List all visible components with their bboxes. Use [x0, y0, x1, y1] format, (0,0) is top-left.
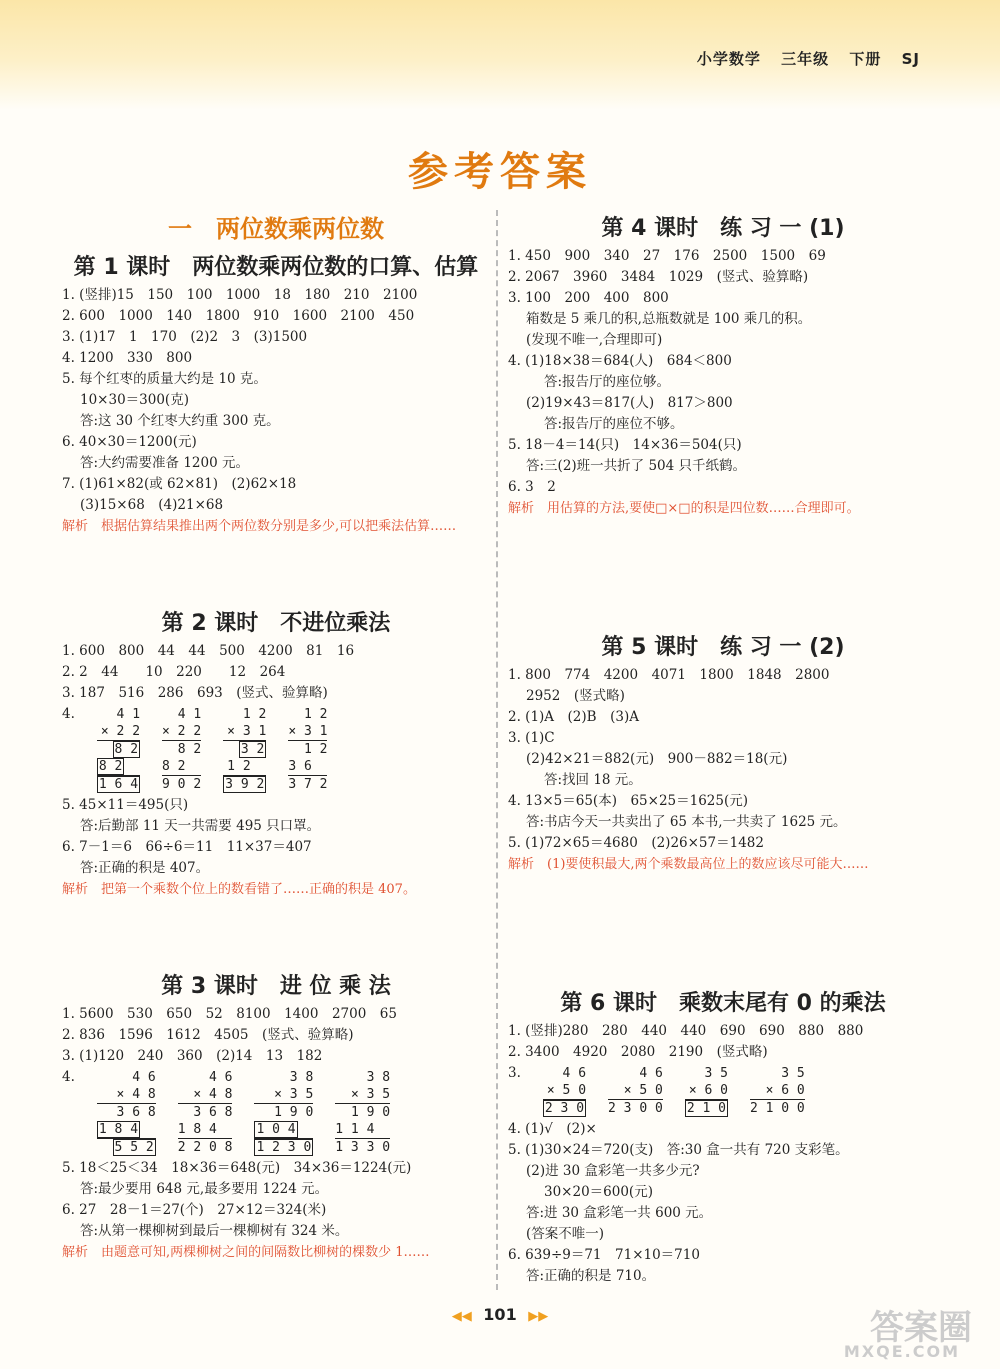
vertical-calc: 3 8 × 3 5 1 9 0 1 1 4 1 3 3 0 — [335, 1070, 391, 1155]
lesson-6-title: 第 6 课时 乘数末尾有 0 的乘法 — [560, 991, 886, 1016]
vertical-calc: 3 5 × 6 0 2 1 0 0 — [749, 1066, 805, 1116]
vertical-calc: 1 2 × 3 1 3 2 1 2 3 9 2 — [225, 707, 267, 792]
answer-line: 6. 27 28－1＝27(个) 27×12＝324(米) — [62, 1202, 327, 1218]
vertical-calc-group — [62, 704, 490, 795]
answer-line: 5. 18－4＝14(只) 14×36＝504(只) — [508, 437, 742, 453]
answer-line: (2)进 30 盒彩笔一共多少元? — [526, 1163, 700, 1179]
answer-line: 3. (1)17 1 170 (2)2 3 (3)1500 — [62, 329, 308, 345]
answer-line: (2)42×21＝882(元) 900－882＝18(元) — [526, 751, 788, 767]
answer-line: 2. 836 1596 1612 4505 (竖式、验算略) — [62, 1027, 354, 1043]
answer-line: 答:从第一棵柳树到最后一棵柳树有 324 米。 — [80, 1223, 349, 1239]
watermark-url: MXQE.COM — [843, 1342, 960, 1361]
prev-arrow-icon: ◀◀ — [451, 1309, 472, 1324]
chapter-title: 一 两位数乘两位数 — [168, 215, 384, 243]
answer-line: 1. (竖排)280 280 440 440 690 690 880 880 — [508, 1023, 864, 1039]
lesson-4-title: 第 4 课时 练 习 一 (1) — [601, 216, 845, 241]
answer-line: 1. (竖排)15 150 100 1000 18 180 210 2100 — [62, 287, 418, 303]
answer-line: 7. (1)61×82(或 62×81) (2)62×18 — [62, 476, 297, 492]
answer-line: 4. (1)√ (2)× — [508, 1121, 597, 1137]
grade: 三年级 — [781, 50, 830, 68]
answer-line: 4. 1200 330 800 — [62, 350, 193, 366]
answer-line: 答:报告厅的座位不够。 — [544, 416, 684, 432]
answer-line: (发现不唯一,合理即可) — [526, 332, 663, 348]
analysis-note: 解析 由题意可知,两棵柳树之间的间隔数比柳树的棵数少 1…… — [62, 1245, 430, 1260]
answer-line: 4. 13×5＝65(本) 65×25＝1625(元) — [508, 793, 749, 809]
vertical-calc: 3 8 × 3 5 1 9 0 1 0 4 1 2 3 0 — [256, 1070, 314, 1155]
page-number-text: 101 — [483, 1305, 517, 1324]
vertical-calc-group — [508, 1063, 938, 1119]
answer-line: 3. (1)C — [508, 730, 555, 746]
watermark-logo: 答案圈 — [870, 1308, 972, 1348]
page-header — [0, 0, 1000, 110]
right-column — [508, 205, 938, 1287]
answer-line: 5. (1)72×65＝4680 (2)26×57＝1482 — [508, 835, 764, 851]
vertical-calc-group — [62, 1067, 490, 1158]
answer-line: 2. 2 44 10 220 12 264 — [62, 664, 286, 680]
volume: 下册 — [849, 50, 882, 68]
answer-line: 5. (1)30×24＝720(支) 答:30 盒一共有 720 支彩笔。 — [508, 1142, 849, 1158]
vertical-calc: 4 6 × 5 0 2 3 0 — [544, 1066, 587, 1116]
answer-line: 10×30＝300(克) — [80, 392, 189, 408]
vertical-calc: 4 1 × 2 2 8 2 8 2 1 6 4 — [98, 707, 141, 792]
answer-line: 2. (1)A (2)B (3)A — [508, 709, 639, 725]
edition: SJ — [901, 50, 920, 68]
lesson-5-title: 第 5 课时 练 习 一 (2) — [601, 635, 845, 660]
answer-line: (答案不唯一) — [526, 1226, 605, 1242]
lesson-1-title: 第 1 课时 两位数乘两位数的口算、估算 — [73, 255, 479, 280]
answer-line: 答:正确的积是 407。 — [80, 860, 210, 876]
analysis-note: 解析 把第一个乘数个位上的数看错了……正确的积是 407。 — [62, 882, 416, 897]
vertical-calc: 4 1 × 2 2 8 2 8 2 9 0 2 — [162, 707, 202, 792]
answer-line: (2)19×43＝817(人) 817＞800 — [526, 395, 733, 411]
answer-line: 答:后勤部 11 天一共需要 495 只口罩。 — [80, 818, 321, 834]
answer-line: 答:正确的积是 710。 — [526, 1268, 656, 1284]
answer-line: 6. 7－1＝6 66÷6＝11 11×37＝407 — [62, 839, 312, 855]
answer-line: 6. 639÷9＝71 71×10＝710 — [508, 1247, 700, 1263]
analysis-note: 解析 (1)要使积最大,两个乘数最高位上的数应该尽可能大…… — [508, 857, 869, 872]
book-info — [683, 48, 920, 69]
answer-line: 5. 45×11＝495(只) — [62, 797, 189, 813]
answer-line: 6. 40×30＝1200(元) — [62, 434, 197, 450]
answer-line: 答:书店今天一共卖出了 65 本书,一共卖了 1625 元。 — [526, 814, 847, 830]
answer-line: 6. 3 2 — [508, 479, 556, 495]
answer-line: 1. 800 774 4200 4071 1800 1848 2800 — [508, 667, 830, 683]
lesson-3-title: 第 3 课时 进 位 乘 法 — [161, 974, 391, 999]
answer-line: 答:报告厅的座位够。 — [544, 374, 671, 390]
left-column — [62, 205, 490, 1326]
analysis-note: 解析 根据估算结果推出两个两位数分别是多少,可以把乘法估算…… — [62, 519, 457, 534]
answer-line: 1. 5600 530 650 52 8100 1400 2700 65 — [62, 1006, 397, 1022]
vertical-calc: 1 2 × 3 1 1 2 3 6 3 7 2 — [288, 707, 328, 792]
answer-line: 5. 18＜25＜34 18×36＝648(元) 34×36＝1224(元) — [62, 1160, 412, 1176]
answer-line: 箱数是 5 乘几的积,总瓶数就是 100 乘几的积。 — [526, 311, 812, 327]
answer-line: 答:三(2)班一共折了 504 只千纸鹤。 — [526, 458, 747, 474]
answer-line: 2. 600 1000 140 1800 910 1600 2100 450 — [62, 308, 415, 324]
answer-line: 3. 100 200 400 800 — [508, 290, 669, 306]
answer-line: 1. 450 900 340 27 176 2500 1500 69 — [508, 248, 826, 264]
next-arrow-icon: ▶▶ — [528, 1309, 549, 1324]
answer-line: 答:大约需要准备 1200 元。 — [80, 455, 249, 471]
page-title: 参考答案 — [408, 149, 592, 195]
answer-line: 答:进 30 盒彩笔一共 600 元。 — [526, 1205, 713, 1221]
vertical-calc: 3 5 × 6 0 2 1 0 — [686, 1066, 728, 1116]
answer-line: 2. 2067 3960 3484 1029 (竖式、验算略) — [508, 269, 809, 285]
answer-line: 2. 3400 4920 2080 2190 (竖式略) — [508, 1044, 768, 1060]
answer-line: 答:找回 18 元。 — [544, 772, 642, 788]
vertical-calc: 4 6 × 5 0 2 3 0 0 — [608, 1066, 663, 1116]
answer-line: 2952 (竖式略) — [526, 688, 625, 704]
answer-line: 答:最少要用 648 元,最多要用 1224 元。 — [80, 1181, 329, 1197]
vertical-calc: 4 6 × 4 8 3 6 8 1 8 4 2 2 0 8 — [177, 1070, 233, 1155]
answer-line: 答:这 30 个红枣大约重 300 克。 — [80, 413, 280, 429]
answer-line: 4. — [62, 1069, 75, 1085]
vertical-calc: 4 6 × 4 8 3 6 8 1 8 4 5 5 2 — [98, 1070, 156, 1155]
answer-line: 3. — [508, 1065, 521, 1081]
answer-line: 4. (1)18×38＝684(人) 684＜800 — [508, 353, 732, 369]
answer-line: 5. 每个红枣的质量大约是 10 克。 — [62, 371, 267, 387]
answer-line: 30×20＝600(元) — [544, 1184, 653, 1200]
answer-line: 3. 187 516 286 693 (竖式、验算略) — [62, 685, 328, 701]
column-divider — [496, 210, 498, 1290]
answer-line: (3)15×68 (4)21×68 — [80, 497, 224, 513]
answer-line: 4. — [62, 706, 75, 722]
answer-line: 3. (1)120 240 360 (2)14 13 182 — [62, 1048, 323, 1064]
answer-line: 1. 600 800 44 44 500 4200 81 16 — [62, 643, 355, 659]
lesson-2-title: 第 2 课时 不进位乘法 — [161, 611, 391, 636]
analysis-note: 解析 用估算的方法,要使□×□的积是四位数……合理即可。 — [508, 501, 860, 516]
subject: 小学数学 — [696, 50, 761, 68]
page-number — [0, 1305, 1000, 1324]
